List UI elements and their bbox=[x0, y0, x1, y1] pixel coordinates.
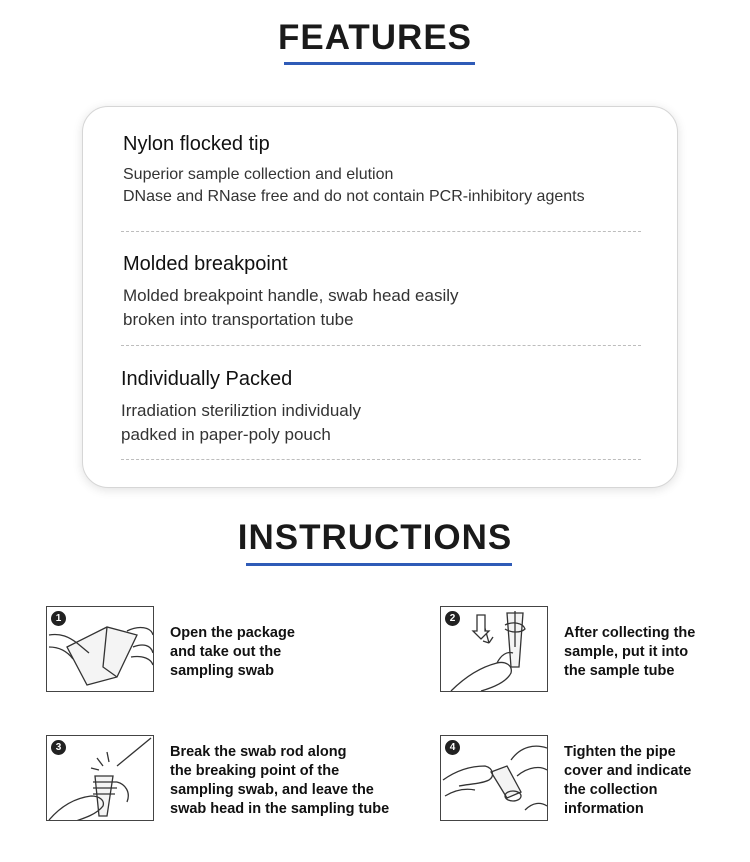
step-description: Open the package and take out the sampling swab bbox=[170, 625, 295, 679]
divider bbox=[121, 459, 641, 460]
feature-heading: Individually Packed bbox=[121, 368, 293, 390]
features-title-underline bbox=[284, 62, 475, 65]
step-number-badge: 4 bbox=[445, 740, 460, 755]
step-number-badge: 3 bbox=[51, 740, 66, 755]
feature-description: Molded breakpoint handle, swab head easily broken into transportation tube bbox=[123, 286, 459, 329]
features-card bbox=[82, 106, 678, 488]
feature-description: Irradiation steriliztion individualy padked in paper-poly pouch bbox=[121, 401, 362, 444]
feature-description: Superior sample collection and elution DNase and RNase free and do not contain PCR-inhibitory agents bbox=[123, 166, 585, 205]
divider bbox=[121, 345, 641, 346]
step-description: Break the swab rod along the breaking point of the sampling swab, and leave the swab head in the sampling tube bbox=[170, 744, 390, 817]
feature-heading: Nylon flocked tip bbox=[123, 133, 270, 155]
features-title: FEATURES bbox=[277, 18, 473, 57]
step-description: After collecting the sample, put it into the sample tube bbox=[564, 625, 696, 679]
instructions-title-underline bbox=[246, 563, 512, 566]
step-description: Tighten the pipe cover and indicate the collection information bbox=[564, 744, 692, 817]
step-number-badge: 2 bbox=[445, 611, 460, 626]
step-number-badge: 1 bbox=[51, 611, 66, 626]
divider bbox=[121, 231, 641, 232]
feature-heading: Molded breakpoint bbox=[123, 253, 288, 275]
open-package-icon bbox=[46, 606, 154, 692]
insert-swab-icon bbox=[440, 606, 548, 692]
instructions-title: INSTRUCTIONS bbox=[237, 518, 513, 557]
break-swab-icon bbox=[46, 735, 154, 821]
tighten-cap-icon bbox=[440, 735, 548, 821]
